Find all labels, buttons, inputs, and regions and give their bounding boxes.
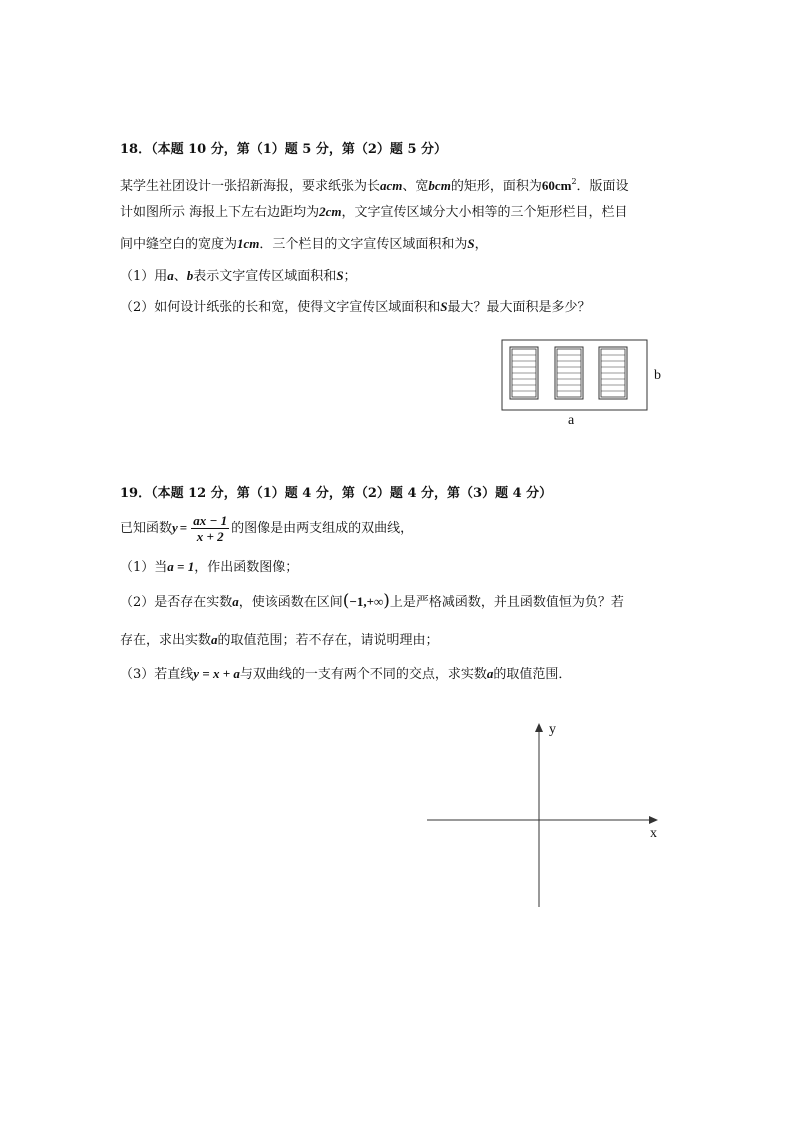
q18-l1-acm: acm [380, 178, 403, 193]
q18-p1-S: S [336, 268, 344, 283]
q18-part-2 [120, 298, 591, 317]
q18-l3-text-c: ， [474, 237, 488, 252]
q19-p3-eq: y = x + a [193, 666, 240, 681]
q18-l2-text-b: ，文字宣传区域分大小相等的三个矩形栏目，栏目 [341, 205, 628, 220]
q19-p3-text-c: 的取值范围． [493, 667, 572, 682]
q19-p2l2-text-a: 存在，求出实数 [120, 633, 212, 648]
q18-heading: 18．（本题 10 分，第（1）题 5 分，第（2）题 5 分） [120, 142, 448, 157]
q19-l1-text-a: 已知函数 [120, 521, 173, 536]
q19-heading: 19．（本题 12 分，第（1）题 4 分，第（2）题 4 分，第（3）题 4 分） [120, 486, 553, 501]
q19-p2-text-c: 上是严格减函数，并且函数值恒为负？若 [389, 595, 624, 610]
q19-line-1 [120, 512, 413, 545]
q19-p2-open-paren: ( [342, 591, 350, 611]
q18-p1-text-d: ； [343, 269, 357, 284]
q18-l3-S: S [467, 236, 475, 251]
q19-part-3 [120, 665, 571, 684]
poster-column-3 [599, 347, 627, 399]
q19-frac-denominator: x + 2 [196, 529, 224, 544]
q18-l1-text-b: 、宽 [402, 179, 429, 194]
q18-p2-text-b: 最大？最大面积是多少？ [447, 300, 591, 315]
q19-p2-text-b: ，使该函数在区间 [238, 595, 343, 610]
q18-l1-text-c: 的矩形，面积为 [450, 179, 542, 194]
poster-label-b: b [654, 368, 661, 383]
q18-l1-area: 60cm [541, 178, 572, 193]
q19-fraction [191, 513, 229, 544]
q19-p2-close-paren: ) [383, 591, 390, 611]
q18-poster-figure [500, 338, 650, 413]
q19-p1-text-a: （1）当 [120, 560, 168, 575]
axis-label-y: y [549, 722, 556, 737]
q18-l1-text-d: ．版面设 [576, 179, 629, 194]
q19-p1-text-b: ，作出函数图像； [194, 560, 299, 575]
q18-l3-text-b: ．三个栏目的文字宣传区域面积和为 [259, 237, 468, 252]
q18-line-1 [120, 173, 629, 196]
y-axis-arrow [535, 723, 543, 732]
q18-l1-sup: 2 [571, 177, 577, 186]
q18-p1-text-a: （1）用 [120, 269, 168, 284]
q18-l1-bcm: bcm [428, 178, 451, 193]
q18-p1-var-b: b [186, 268, 194, 283]
q19-part-2 [120, 592, 624, 612]
q18-l3-text-a: 间中缝空白的宽度为 [120, 237, 238, 252]
q19-l1-text-b: 的图像是由两支组成的双曲线， [231, 521, 414, 536]
q18-p1-text-b: 、 [173, 269, 187, 284]
poster-column-2 [555, 347, 583, 399]
q18-l1-text-a: 某学生社团设计一张招新海报，要求纸张为长 [120, 179, 381, 194]
axis-label-x: x [650, 826, 657, 841]
q19-p2-var: a [232, 594, 239, 609]
q18-p1-text-c: 表示文字宣传区域面积和 [193, 269, 337, 284]
poster-column-1 [510, 347, 538, 399]
q18-part-1 [120, 267, 357, 286]
q18-line-3 [120, 235, 488, 254]
q18-p1-var-a: a [167, 268, 174, 283]
q19-frac-numerator: ax − 1 [193, 513, 228, 528]
q18-l3-1cm: 1cm [237, 236, 260, 251]
q19-p2l2-var: a [211, 632, 218, 647]
q19-p3-text-b: 与双曲线的一支有两个不同的交点，求实数 [239, 667, 487, 682]
poster-label-a: a [568, 413, 575, 428]
q19-p1-eq: a = 1 [167, 559, 195, 574]
q19-part-2-line-2 [120, 631, 439, 650]
q19-p3-var: a [486, 666, 494, 681]
q18-l2-2cm: 2cm [319, 204, 342, 219]
q19-part-1 [120, 558, 298, 577]
q19-l1-y: y [172, 520, 178, 535]
q18-l2-text-a: 计如图所示 海报上下左右边距均为 [120, 205, 320, 220]
q18-p2-text-a: （2）如何设计纸张的长和宽，使得文字宣传区域面积和 [120, 300, 441, 315]
q19-p2-text-a: （2）是否存在实数 [120, 595, 233, 610]
q18-p2-S: S [440, 299, 448, 314]
q19-axes-figure [420, 715, 670, 915]
q19-l1-eq: = [179, 520, 188, 535]
q19-p2l2-text-b: 的取值范围；若不存在，请说明理由； [217, 633, 439, 648]
x-axis-arrow [649, 816, 658, 824]
q18-line-2 [120, 203, 628, 222]
q19-p2-interval: −1,+∞ [349, 594, 384, 609]
q19-p3-text-a: （3）若直线 [120, 667, 194, 682]
